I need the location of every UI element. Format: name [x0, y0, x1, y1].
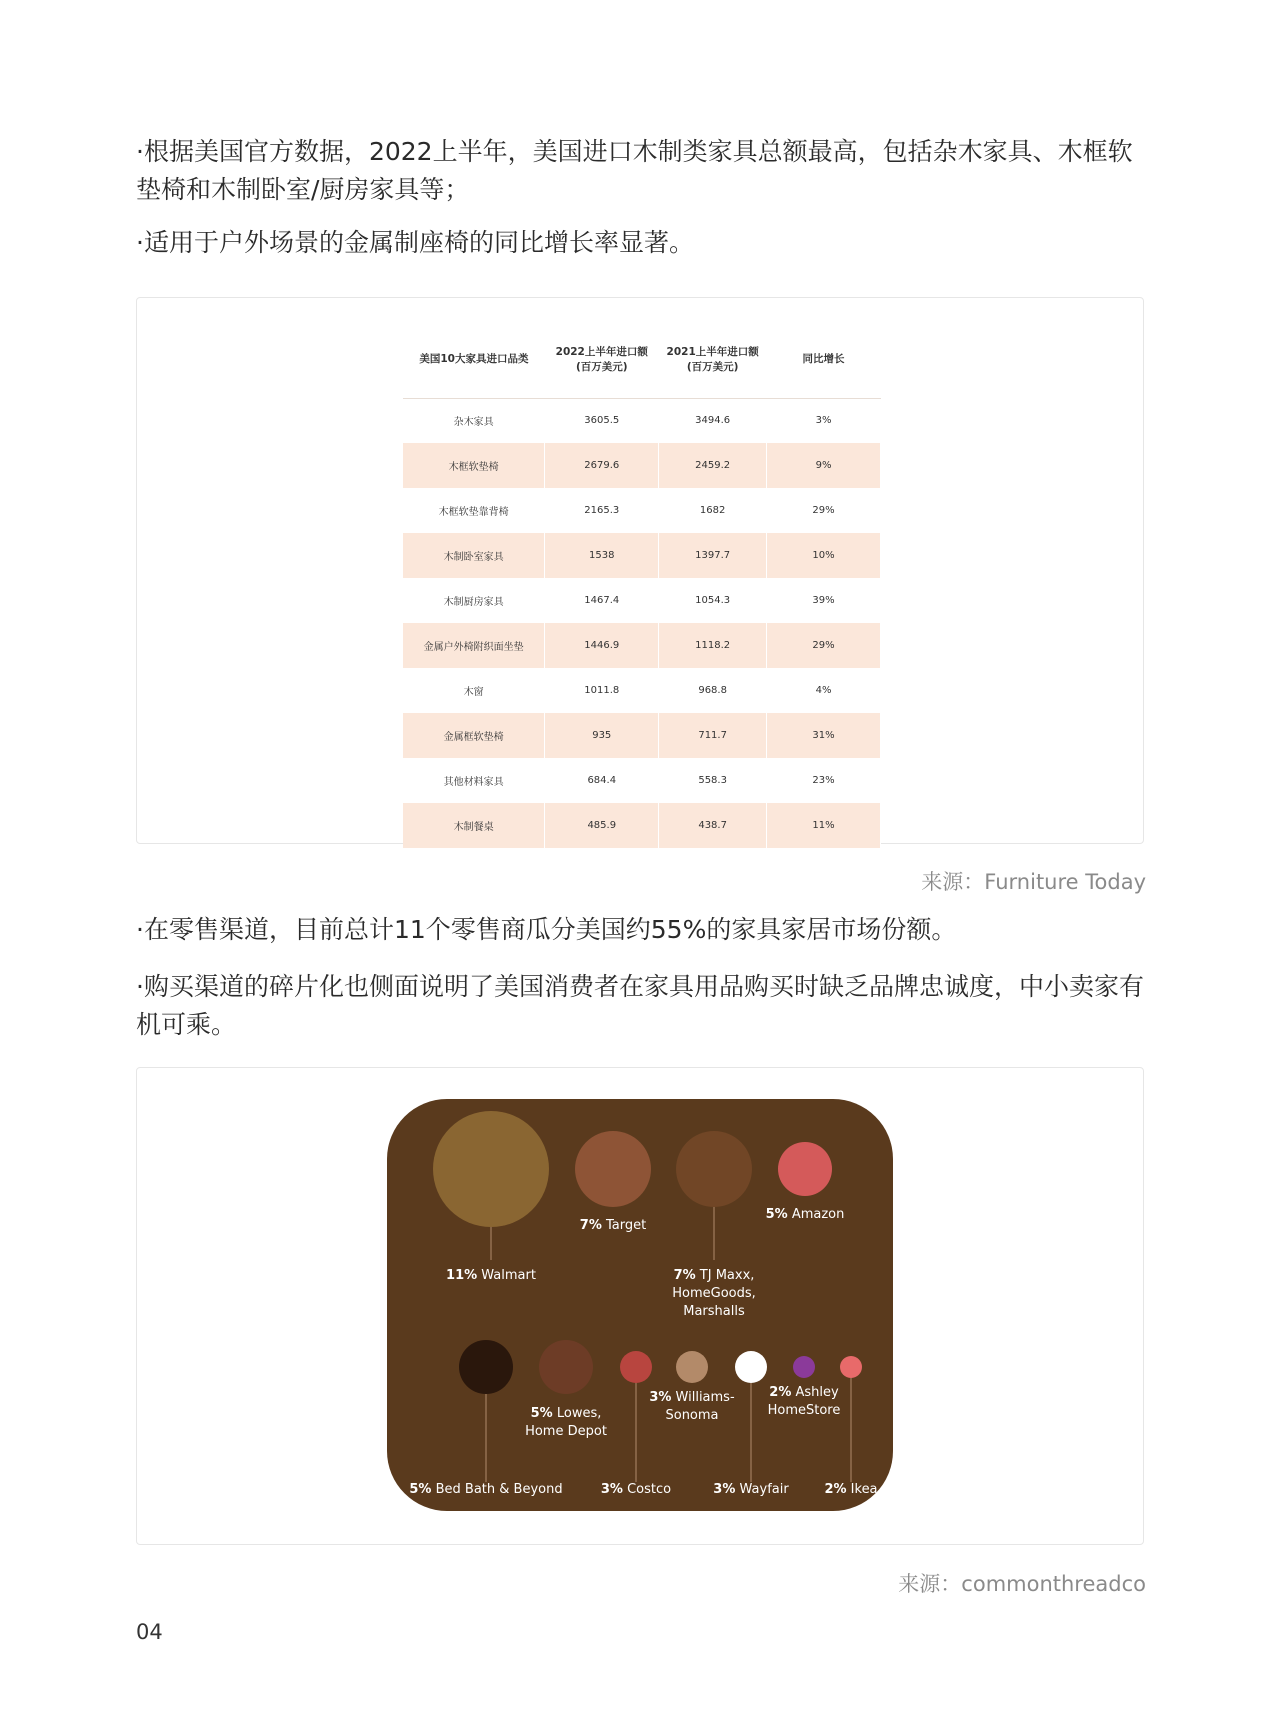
bubble-label-pct: 3% [713, 1482, 736, 1497]
bubble-tj-maxx-homegoods-marshalls [676, 1131, 752, 1207]
bubble-label-name: Wayfair [735, 1482, 789, 1497]
cell-category: 杂木家具 [403, 398, 545, 443]
cell-growth: 4% [767, 668, 881, 713]
bubble-ashley-homestore [793, 1356, 815, 1378]
table-row [403, 623, 881, 668]
bubble-label-name: Williams- [671, 1390, 735, 1405]
header-2022 [545, 322, 659, 398]
cell-2022: 1446.9 [545, 623, 659, 668]
bubble-label-pct: 2% [769, 1385, 792, 1400]
header-2021 [659, 322, 767, 398]
table-row [403, 578, 881, 623]
bubble-label [601, 1482, 671, 1497]
bubble-label [531, 1406, 602, 1421]
bubble-label [769, 1385, 839, 1400]
cell-growth: 29% [767, 488, 881, 533]
bubble-label [409, 1482, 562, 1497]
bubble-costco [620, 1351, 652, 1383]
cell-2021: 2459.2 [659, 443, 767, 488]
cell-growth: 3% [767, 398, 881, 443]
page-number: 04 [136, 1620, 163, 1644]
header-2021-text: 2021上半年进口额 (百万美元) [666, 345, 759, 373]
bubble-label-name: Walmart [477, 1268, 536, 1283]
cell-2021: 1397.7 [659, 533, 767, 578]
table-row [403, 533, 881, 578]
retail-paragraph-1: ·在零售渠道，目前总计11个零售商瓜分美国约55%的家具家居市场份额。 [136, 915, 957, 944]
bubble-williams-sonoma [676, 1351, 708, 1383]
bubble-target [575, 1131, 651, 1207]
bubble-label: HomeStore [767, 1403, 841, 1418]
cell-2022: 1538 [545, 533, 659, 578]
bubble-label [674, 1268, 755, 1283]
bubble-bed-bath-beyond [459, 1340, 513, 1394]
bubble-label-pct: 3% [600, 1482, 623, 1497]
header-growth: 同比增长 [767, 322, 881, 398]
bubble-label-pct: 5% [409, 1482, 432, 1497]
cell-category: 金属户外椅附织面坐垫 [403, 623, 545, 668]
import-table-card [136, 297, 1144, 844]
retail-paragraph-2: ·购买渠道的碎片化也侧面说明了美国消费者在家具用品购买时缺乏品牌忠诚度，中小卖家有机可乘。 [136, 972, 1144, 1039]
cell-2021: 1118.2 [659, 623, 767, 668]
cell-2021: 438.7 [659, 803, 767, 848]
cell-2022: 935 [545, 713, 659, 758]
bubble-label [824, 1482, 877, 1497]
cell-2021: 558.3 [659, 758, 767, 803]
table-row [403, 803, 881, 848]
cell-2021: 1054.3 [659, 578, 767, 623]
cell-2022: 485.9 [545, 803, 659, 848]
bubble-label-name: TJ Maxx, [695, 1268, 755, 1283]
cell-2021: 711.7 [659, 713, 767, 758]
header-category: 美国10大家具进口品类 [403, 322, 545, 398]
cell-2022: 1011.8 [545, 668, 659, 713]
table-header-row [403, 322, 881, 398]
bubble-wayfair [735, 1351, 767, 1383]
cell-category: 金属框软垫椅 [403, 713, 545, 758]
cell-growth: 39% [767, 578, 881, 623]
bubble-label [446, 1268, 536, 1283]
bubble-label-pct: 3% [649, 1390, 672, 1405]
table-row [403, 668, 881, 713]
cell-category: 木窗 [403, 668, 545, 713]
table-row [403, 713, 881, 758]
bubble-label-pct: 2% [824, 1482, 847, 1497]
cell-category: 木制餐桌 [403, 803, 545, 848]
cell-2021: 1682 [659, 488, 767, 533]
bubble-label-pct: 5% [765, 1207, 788, 1222]
table-row [403, 758, 881, 803]
retailer-chart-card [136, 1067, 1144, 1545]
header-2022-text: 2022上半年进口额 (百万美元) [555, 345, 648, 373]
cell-growth: 31% [767, 713, 881, 758]
bubble-label-name: Ikea [846, 1482, 878, 1497]
bubble-label: HomeGoods, [672, 1286, 756, 1301]
cell-2021: 3494.6 [659, 398, 767, 443]
retailer-bubble-chart [387, 1099, 893, 1511]
bubble-label-name: Amazon [787, 1207, 845, 1222]
cell-growth: 23% [767, 758, 881, 803]
cell-growth: 11% [767, 803, 881, 848]
bubble-walmart [433, 1111, 549, 1227]
cell-2022: 3605.5 [545, 398, 659, 443]
cell-2021: 968.8 [659, 668, 767, 713]
cell-growth: 9% [767, 443, 881, 488]
cell-category: 木框软垫靠背椅 [403, 488, 545, 533]
cell-growth: 29% [767, 623, 881, 668]
bubble-label: Marshalls [683, 1304, 745, 1319]
bubble-label-name: Lowes, [552, 1406, 602, 1421]
table-row [403, 398, 881, 443]
bubble-amazon [778, 1142, 832, 1196]
intro-paragraph-1: ·根据美国官方数据，2022上半年，美国进口木制类家具总额最高，包括杂木家具、木框软垫椅和木制卧室/厨房家具等； [136, 137, 1133, 204]
bubble-ikea [840, 1356, 862, 1378]
cell-growth: 10% [767, 533, 881, 578]
cell-category: 木制卧室家具 [403, 533, 545, 578]
import-table [403, 322, 881, 848]
bubble-label: Sonoma [665, 1408, 719, 1423]
table-row [403, 488, 881, 533]
table-source: 来源：Furniture Today [921, 870, 1146, 894]
bubble-lowes-home-depot [539, 1340, 593, 1394]
bubble-label [713, 1482, 789, 1497]
cell-2022: 2679.6 [545, 443, 659, 488]
bubble-label [580, 1218, 646, 1233]
cell-2022: 684.4 [545, 758, 659, 803]
intro-paragraph-2: ·适用于户外场景的金属制座椅的同比增长率显著。 [136, 228, 694, 257]
bubble-label: Home Depot [525, 1424, 607, 1439]
cell-2022: 2165.3 [545, 488, 659, 533]
bubble-label-name: Bed Bath & Beyond [431, 1482, 563, 1497]
bubble-label-pct: 7% [673, 1268, 696, 1283]
bubble-label [766, 1207, 845, 1222]
bubble-label-name: Costco [622, 1482, 672, 1497]
cell-category: 木框软垫椅 [403, 443, 545, 488]
cell-2022: 1467.4 [545, 578, 659, 623]
table-row [403, 443, 881, 488]
chart-source: 来源：commonthreadco [898, 1572, 1146, 1596]
cell-category: 其他材料家具 [403, 758, 545, 803]
bubble-label-pct: 11% [446, 1268, 478, 1283]
bubble-label-pct: 5% [530, 1406, 553, 1421]
bubble-label-pct: 7% [579, 1218, 602, 1233]
bubble-label-name: Target [601, 1218, 647, 1233]
bubble-label [649, 1390, 735, 1405]
cell-category: 木制厨房家具 [403, 578, 545, 623]
bubble-label-name: Ashley [791, 1385, 839, 1400]
